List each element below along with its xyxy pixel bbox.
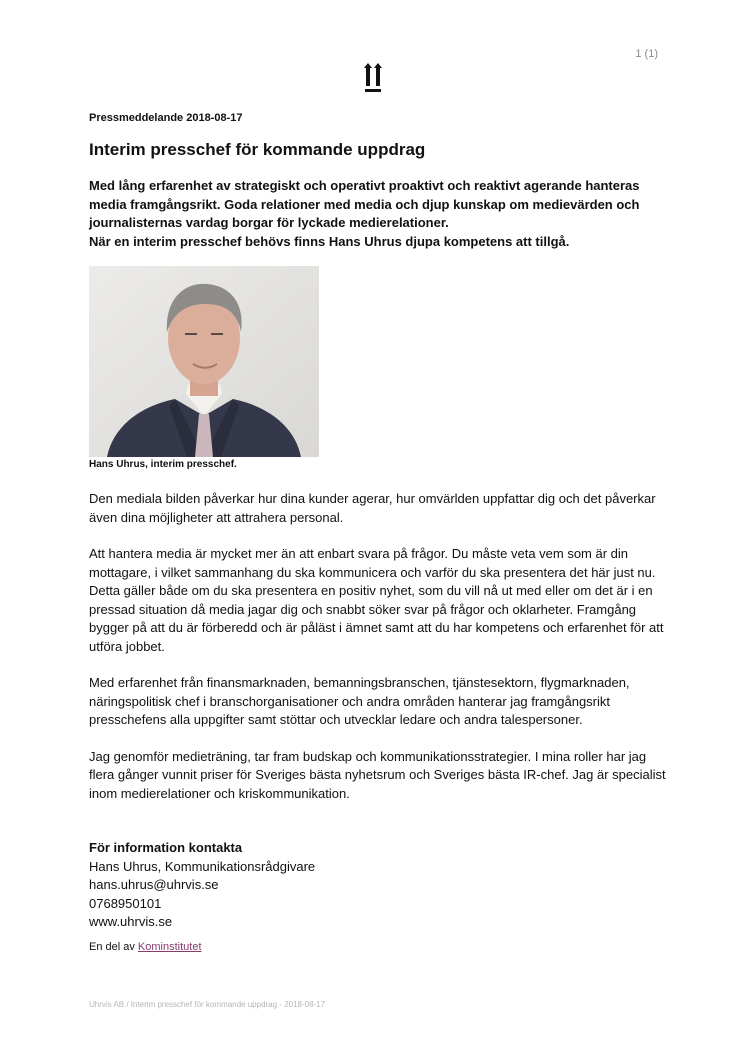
press-release-date: Pressmeddelande 2018-08-17 [89, 112, 243, 124]
body-text [89, 490, 669, 821]
contact-email[interactable]: hans.uhrus@uhrvis.se [89, 877, 219, 892]
lead-paragraph: När en interim presschef behövs finns Hans Uhrus djupa kompetens att tillgå. [89, 233, 570, 249]
contact-block [89, 839, 315, 932]
page-title: Interim presschef för kommande uppdrag [89, 140, 426, 159]
kominstitutet-link[interactable]: Kominstitutet [137, 941, 202, 953]
contact-heading: För information kontakta [89, 840, 243, 855]
portrait-photo [89, 266, 319, 457]
uhrvis-logo-icon [363, 62, 383, 96]
body-paragraph: Med erfarenhet från finansmarknaden, bemanningsbranschen, tjänstesektorn, flygmarknaden, näringspolitisk chef i branschorganisationer och andra områden hanterar jag framgångsrikt presschefens alla uppgifter samt stöttar och utvecklar ledare och andra talespersoner. [89, 675, 630, 727]
body-paragraph: Att hantera media är mycket mer än att enbart svara på frågor. Du måste veta vem som är din mottagare, i vilket sammanhang du ska kommunicera och varför du ska presentera det här just nu. Detta gäller både om du ska presentera en positiv nyhet, som du vill nå ut med eller om det är i en pressad situation då media jagar dig och snabbt söker svar på frågor och oklarheter. Framgång bygger på att du är förberedd och är påläst i ämnet samt att du har kompetens och erfarenhet för att utföra jobbet. [89, 546, 664, 654]
lead-paragraph: Med lång erfarenhet av strategiskt och operativt proaktivt och reaktivt agerande hanteras media framgångsrikt. Goda relationer med media och djup kunskap om medievärden och journalisternas vardag borgar för lyckade medierelationer. [89, 178, 640, 230]
part-of-prefix: En del av [89, 941, 138, 953]
body-paragraph: Den mediala bilden påverkar hur dina kunder agerar, hur omvärlden uppfattar dig och det påverkar även dina möjligheter att attrahera personal. [89, 491, 656, 525]
page-footer: Uhrvis AB / Interim presschef för kommande uppdrag - 2018-08-17 [89, 1000, 326, 1009]
lead-text [89, 177, 669, 251]
body-paragraph: Jag genomför medieträning, tar fram budskap och kommunikationsstrategier. I mina roller har jag flera gånger vunnit priser för Sveriges bästa nyhetsrum och Sveriges bästa IR-chef. Jag är specialist inom medierelationer och kriskommunikation. [89, 748, 666, 801]
part-of-line [89, 941, 202, 953]
contact-name: Hans Uhrus, Kommunikationsrådgivare [89, 858, 316, 874]
contact-website[interactable]: www.uhrvis.se [89, 914, 173, 929]
photo-caption: Hans Uhrus, interim presschef. [89, 459, 237, 470]
page-number: 1 (1) [635, 48, 658, 60]
contact-phone: 0768950101 [89, 895, 162, 911]
